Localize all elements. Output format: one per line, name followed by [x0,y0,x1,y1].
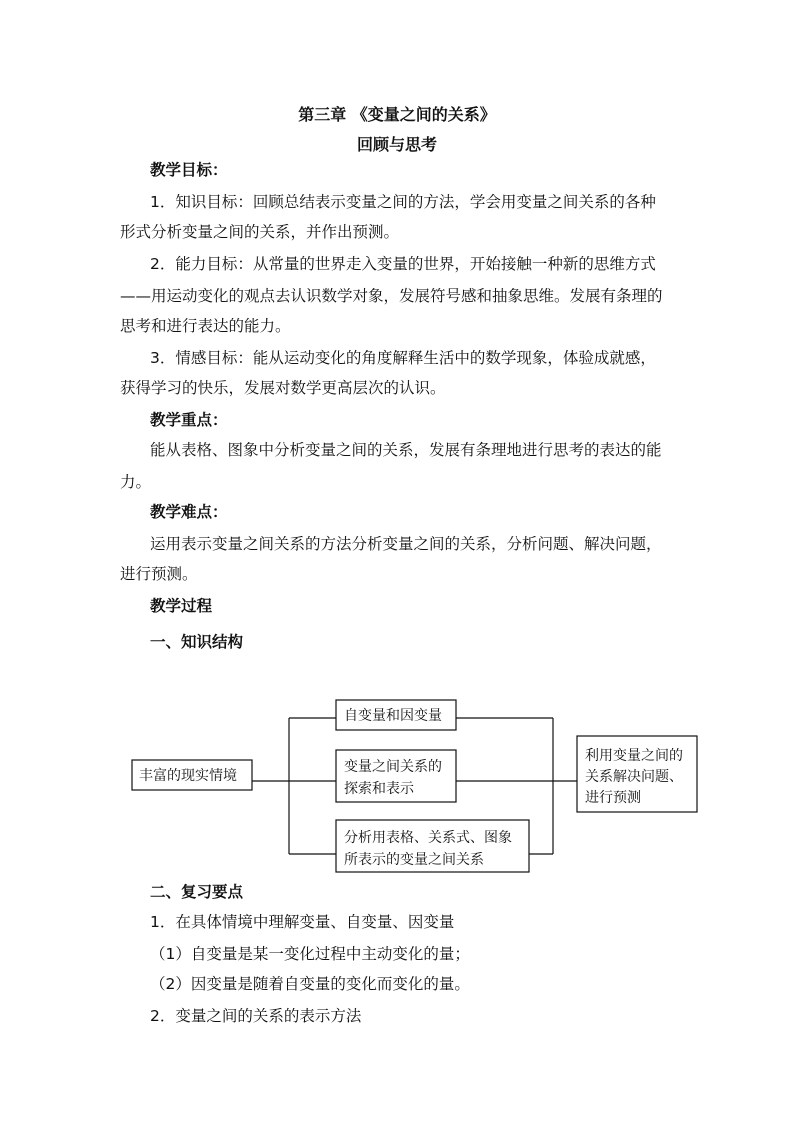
goal2-line2: ——用运动变化的观点去认识数学对象，发展符号感和抽象思维。发展有条理的 [120,287,663,305]
box-analyze-line2: 所表示的变量之间关系 [344,852,484,868]
goal3-line1: 3．情感目标：能从运动变化的角度解释生活中的数学现象，体验成就感， [150,349,656,367]
lesson-subtitle: 回顾与思考 [356,135,437,154]
difficulties-line2: 进行预测。 [120,565,198,583]
box-analyze-line1: 分析用表格、关系式、图象 [344,830,512,846]
box-solve-predict-line1: 利用变量之间的 [585,748,683,764]
goal3-line2: 获得学习的快乐，发展对数学更高层次的认识。 [120,379,446,397]
chapter-title: 第三章 《变量之间的关系》 [298,105,496,124]
knowledge-structure-heading: 一、知识结构 [150,633,244,651]
process-heading: 教学过程 [150,597,213,615]
key-points-line2: 力。 [120,473,152,491]
goal1-line2: 形式分析变量之间的关系，并作出预测。 [120,223,400,241]
goal2-line3: 思考和进行表达的能力。 [120,317,291,335]
box-independent-dependent-label: 自变量和因变量 [344,708,442,724]
box-explore-represent-line2: 探索和表示 [344,781,414,797]
key-points-heading: 教学重点： [150,411,228,429]
difficulties-heading: 教学难点： [150,503,228,521]
review-point2: 2．变量之间的关系的表示方法 [150,1007,362,1025]
goals-heading: 教学目标： [150,161,228,179]
review-point1: 1．在具体情境中理解变量、自变量、因变量 [150,913,455,931]
review-point1-sub1: （1）自变量是某一变化过程中主动变化的量； [150,945,470,963]
key-points-line1: 能从表格、图象中分析变量之间的关系，发展有条理地进行思考的表达的能 [150,441,662,459]
goal1-line1: 1．知识目标：回顾总结表示变量之间的方法，学会用变量之间关系的各种 [150,193,656,211]
box-real-situations-label: 丰富的现实情境 [139,768,237,784]
difficulties-line1: 运用表示变量之间关系的方法分析变量之间的关系，分析问题、解决问题， [150,535,662,553]
box-solve-predict-line2: 关系解决问题、 [585,769,683,785]
box-solve-predict-line3: 进行预测 [585,790,641,806]
box-explore-represent-line1: 变量之间关系的 [344,759,442,775]
goal2-line1: 2．能力目标：从常量的世界走入变量的世界，开始接触一种新的思维方式 [150,255,656,273]
review-heading: 二、复习要点 [150,883,244,901]
knowledge-structure-diagram [0,680,794,890]
review-point1-sub2: （2）因变量是随着自变量的变化而变化的量。 [150,975,470,993]
